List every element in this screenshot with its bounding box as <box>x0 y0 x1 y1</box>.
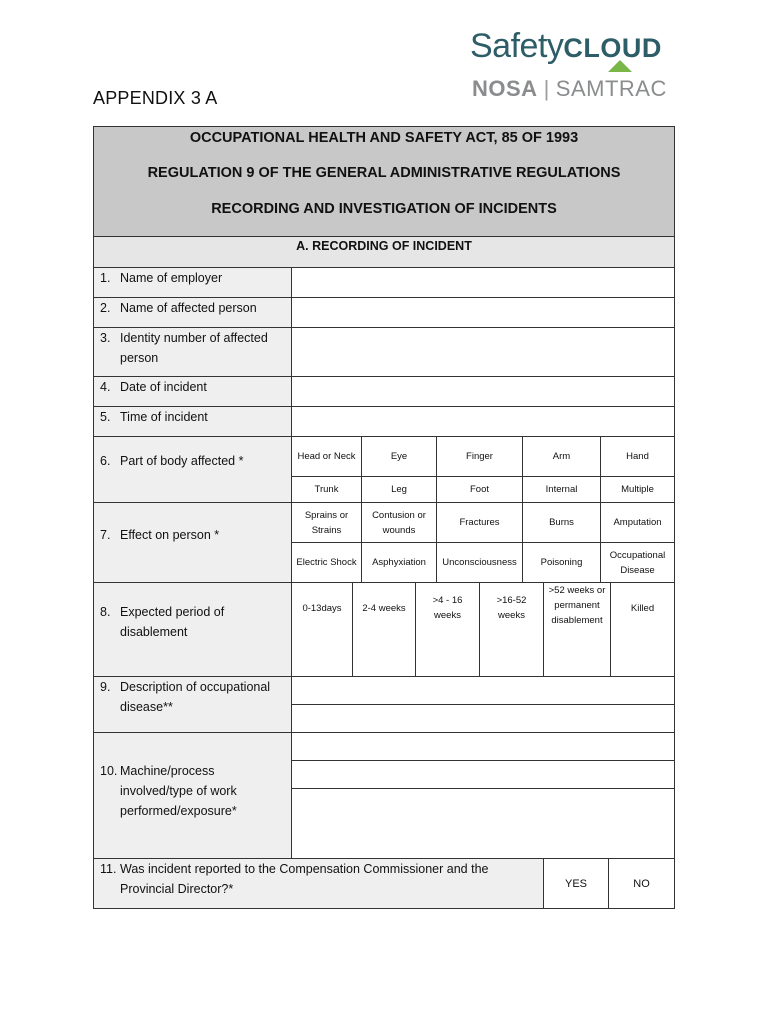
effect-option[interactable] <box>292 503 362 543</box>
option-text: Fractures <box>459 517 500 528</box>
effect-option[interactable] <box>523 503 601 543</box>
q9-text: Description of occupational disease** <box>120 680 271 714</box>
body-part-option[interactable] <box>437 477 523 503</box>
q9-number: 9. <box>100 680 111 694</box>
header-regulation: REGULATION 9 OF THE GENERAL ADMINISTRATIVE REGULATIONS <box>147 165 621 181</box>
option-text: Amputation <box>613 517 662 528</box>
effect-option[interactable] <box>437 503 523 543</box>
incident-form <box>93 126 675 909</box>
option-text: Multiple <box>621 484 654 495</box>
period-option[interactable] <box>416 583 480 677</box>
affected-person-field[interactable] <box>292 298 674 328</box>
body-part-option[interactable] <box>437 437 523 477</box>
option-text: 0-13days <box>302 603 342 614</box>
q5-number: 5. <box>100 410 111 424</box>
option-text: Eye <box>390 451 408 462</box>
machine-process-line-1[interactable] <box>292 733 674 761</box>
option-text: Contusion or wounds <box>372 509 426 536</box>
q2-text: Name of affected person <box>120 301 257 315</box>
q7-label <box>94 503 292 583</box>
safetycloud-logo <box>470 26 670 101</box>
logo-brand-part2: CLOUD <box>563 33 662 63</box>
q5-text: Time of incident <box>120 410 208 424</box>
incident-date-field[interactable] <box>292 377 674 407</box>
machine-process-line-3[interactable] <box>292 789 674 859</box>
option-text: Killed <box>630 603 655 614</box>
effect-option[interactable] <box>601 503 674 543</box>
option-text: 2-4 weeks <box>362 603 406 614</box>
logo-samtrac: SAMTRAC <box>555 76 667 101</box>
logo-separator: | <box>543 76 550 101</box>
no-text: NO <box>633 877 650 890</box>
q11-number: 11. <box>100 862 117 876</box>
logo-brand <box>470 26 662 68</box>
yes-text: YES <box>564 877 587 890</box>
q6-number: 6. <box>100 454 111 468</box>
q1-number: 1. <box>100 271 111 285</box>
incident-time-field[interactable] <box>292 407 674 437</box>
q3-number: 3. <box>100 331 111 345</box>
option-text: Electric Shock <box>296 557 357 568</box>
q2-number: 2. <box>100 301 111 315</box>
q10-text: Machine/process involved/type of work performed/exposure* <box>120 764 237 818</box>
q4-text: Date of incident <box>120 380 207 394</box>
effect-option[interactable] <box>523 543 601 583</box>
q7-text: Effect on person * <box>120 528 220 542</box>
option-text: Foot <box>469 484 489 495</box>
effect-option[interactable] <box>362 543 437 583</box>
employer-name-field[interactable] <box>292 268 674 298</box>
option-text: >4 - 16 weeks <box>432 595 463 621</box>
option-text: Leg <box>391 484 407 495</box>
option-text: Finger <box>466 451 493 462</box>
q4-number: 4. <box>100 380 111 394</box>
period-option[interactable] <box>544 583 611 677</box>
option-text: Asphyxiation <box>372 557 426 568</box>
option-text: >52 weeks or permanent disablement <box>548 585 606 626</box>
q1-label <box>94 268 292 298</box>
logo-triangle-icon <box>608 60 632 72</box>
appendix-title: APPENDIX 3 A <box>93 88 218 108</box>
q11-text: Was incident reported to the Compensation Commissioner and the Provincial Director?* <box>120 862 489 896</box>
period-option[interactable] <box>353 583 416 677</box>
q6-text: Part of body affected * <box>120 454 244 468</box>
q11-yes-option[interactable] <box>544 859 609 908</box>
q10-label <box>94 733 292 859</box>
option-text: Arm <box>552 451 571 462</box>
body-part-option[interactable] <box>362 477 437 503</box>
logo-nosa: NOSA <box>472 76 538 101</box>
q7-number: 7. <box>100 528 111 542</box>
period-option[interactable] <box>611 583 674 677</box>
period-option[interactable] <box>480 583 544 677</box>
option-text: Sprains or Strains <box>304 509 349 536</box>
option-text: >16-52 weeks <box>496 595 527 621</box>
option-text: Poisoning <box>540 557 583 568</box>
period-option[interactable] <box>292 583 353 677</box>
logo-brand-part1: Safety <box>470 27 564 65</box>
body-part-option[interactable] <box>292 437 362 477</box>
q10-number: 10. <box>100 764 118 778</box>
effect-option[interactable] <box>601 543 674 583</box>
option-text: Unconsciousness <box>442 557 517 568</box>
machine-process-line-2[interactable] <box>292 761 674 789</box>
option-text: Hand <box>626 451 649 462</box>
q11-no-option[interactable] <box>609 859 674 908</box>
option-text: Head or Neck <box>297 451 356 462</box>
option-text: Occupational Disease <box>609 549 666 576</box>
q8-label <box>94 583 292 677</box>
body-part-option[interactable] <box>601 437 674 477</box>
q5-label <box>94 407 292 437</box>
q2-label <box>94 298 292 328</box>
option-text: Trunk <box>314 484 339 495</box>
q3-text: Identity number of affected person <box>120 331 268 365</box>
q9-label <box>94 677 292 733</box>
q11-label <box>94 859 544 908</box>
option-text: Internal <box>545 484 578 495</box>
section-a-heading: A. RECORDING OF INCIDENT <box>94 237 674 268</box>
q3-label <box>94 328 292 377</box>
option-text: Burns <box>549 517 574 528</box>
disease-description-line-2[interactable] <box>292 705 674 733</box>
header-recording: RECORDING AND INVESTIGATION OF INCIDENTS <box>211 201 557 217</box>
disease-description-line-1[interactable] <box>292 677 674 705</box>
q4-label <box>94 377 292 407</box>
form-header <box>94 127 674 237</box>
header-act: OCCUPATIONAL HEALTH AND SAFETY ACT, 85 OF 1993 <box>189 130 579 146</box>
logo-subbrand <box>472 75 667 103</box>
identity-number-field[interactable] <box>292 328 674 377</box>
q1-text: Name of employer <box>120 271 223 285</box>
body-part-option[interactable] <box>523 477 601 503</box>
q8-number: 8. <box>100 605 111 619</box>
body-part-option[interactable] <box>362 437 437 477</box>
effect-option[interactable] <box>292 543 362 583</box>
body-part-option[interactable] <box>523 437 601 477</box>
body-part-option[interactable] <box>601 477 674 503</box>
q8-text: Expected period of disablement <box>120 605 225 639</box>
effect-option[interactable] <box>437 543 523 583</box>
effect-option[interactable] <box>362 503 437 543</box>
body-part-option[interactable] <box>292 477 362 503</box>
q6-label <box>94 437 292 503</box>
